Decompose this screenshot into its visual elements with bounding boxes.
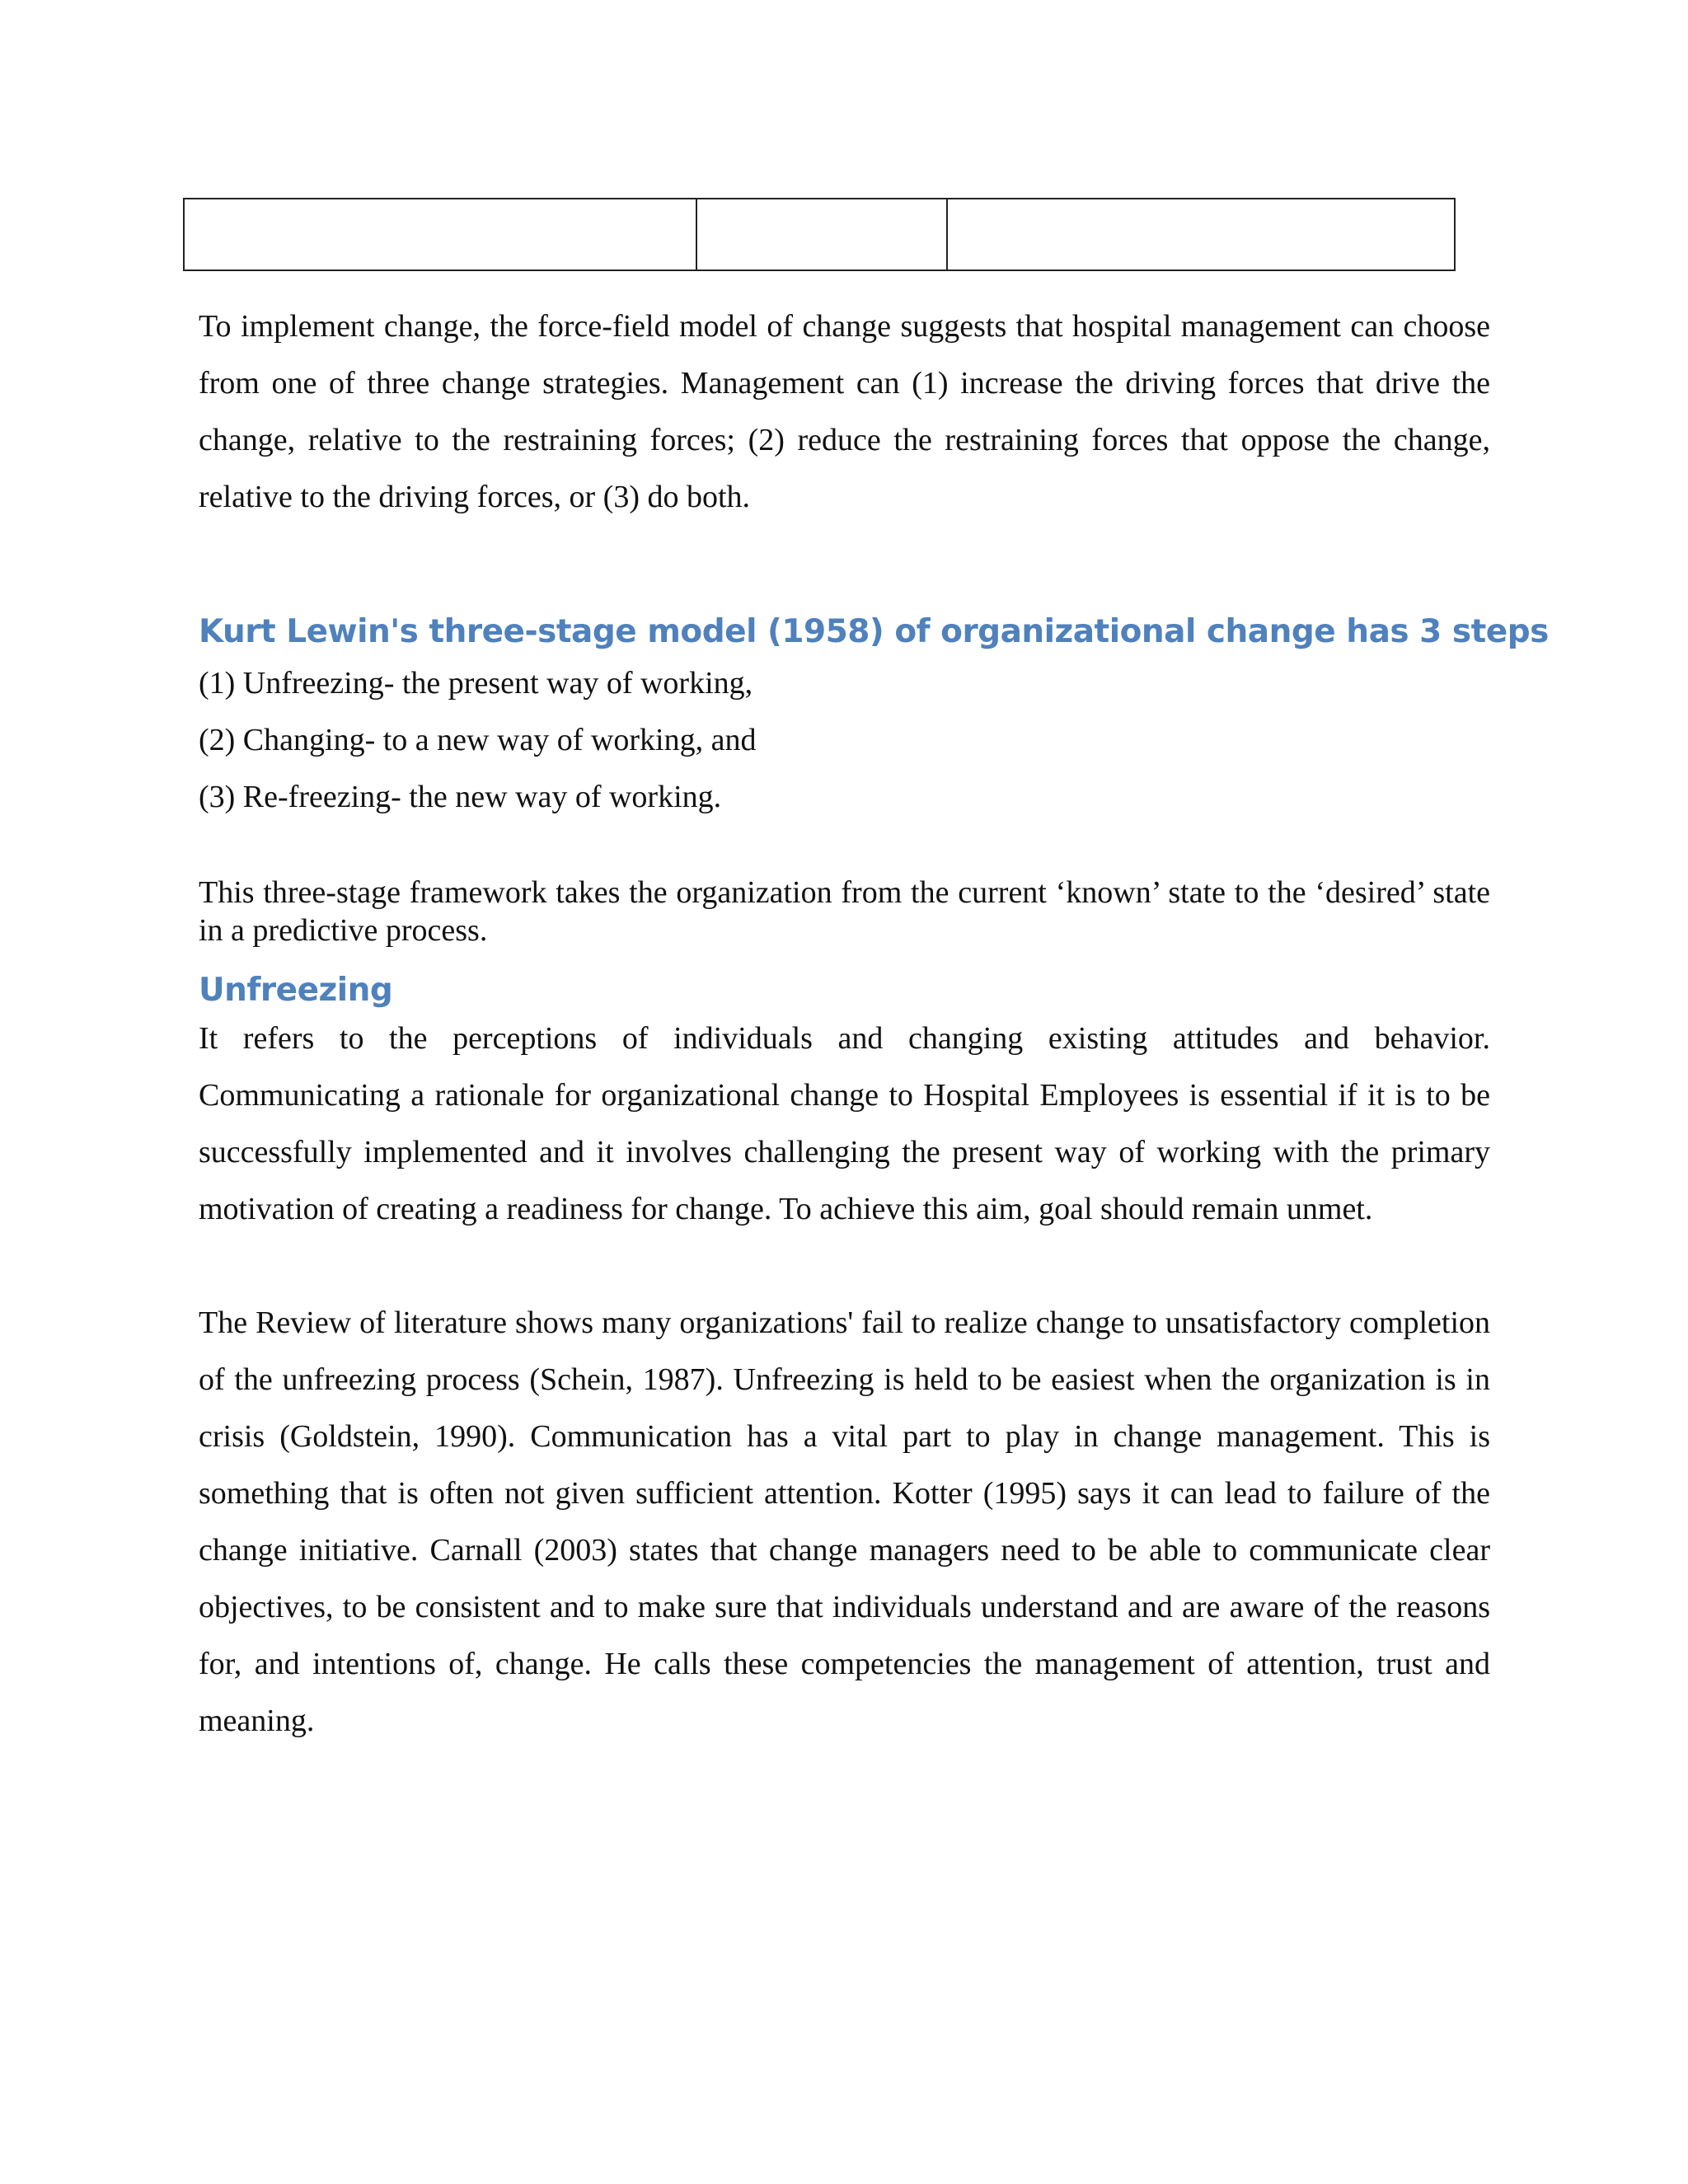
empty-table: [183, 198, 1456, 271]
force-field-paragraph: To implement change, the force-field model of change suggests that hospital management can choose from one of three change strategies. Management can (1) increase the driving forces that drive the change, relative to the restraining forces; (2) reduce the restraining forces that oppose the change, relative to the driving forces, or (3) do both.: [199, 309, 1490, 514]
list-item: (3) Re-freezing- the new way of working.: [199, 780, 722, 814]
framework-paragraph: This three-stage framework takes the organization from the current ‘known’ state to the ‘desired’ state in a predictive process.: [199, 875, 1490, 948]
unfreezing-paragraph: It refers to the perceptions of individuals and changing existing attitudes and behavior. Communicating a rationale for organizational change to Hospital Employees is essential if it is to be successfully implemented and it involves challenging the present way of working with the primary motivation of creating a readiness for change. To achieve this aim, goal should remain unmet.: [199, 1021, 1490, 1226]
table-cell: [696, 199, 947, 270]
table-row: [184, 199, 1455, 270]
document-body: [199, 298, 1549, 1750]
literature-review-paragraph: The Review of literature shows many organizations' fail to realize change to unsatisfactory completion of the unfreezing process (Schein, 1987). Unfreezing is held to be easiest when the organization is in crisis (Goldstein, 1990). Communication has a vital part to play in change management. This is something that is often not given sufficient attention. Kotter (1995) says it can lead to failure of the change initiative. Carnall (2003) states that change managers need to be able to communicate clear objectives, to be consistent and to make sure that individuals understand and are aware of the reasons for, and intentions of, change. He calls these competencies the management of attention, trust and meaning.: [199, 1305, 1490, 1738]
table-cell: [184, 199, 696, 270]
unfreezing-heading: Unfreezing: [199, 972, 393, 1009]
list-item: (2) Changing- to a new way of working, and: [199, 723, 757, 757]
list-item: (1) Unfreezing- the present way of working,: [199, 666, 753, 701]
table-cell: [947, 199, 1455, 270]
lewin-model-heading: Kurt Lewin's three-stage model (1958) of organizational change has 3 steps: [199, 613, 1549, 650]
lewin-steps-list: [199, 655, 1490, 826]
